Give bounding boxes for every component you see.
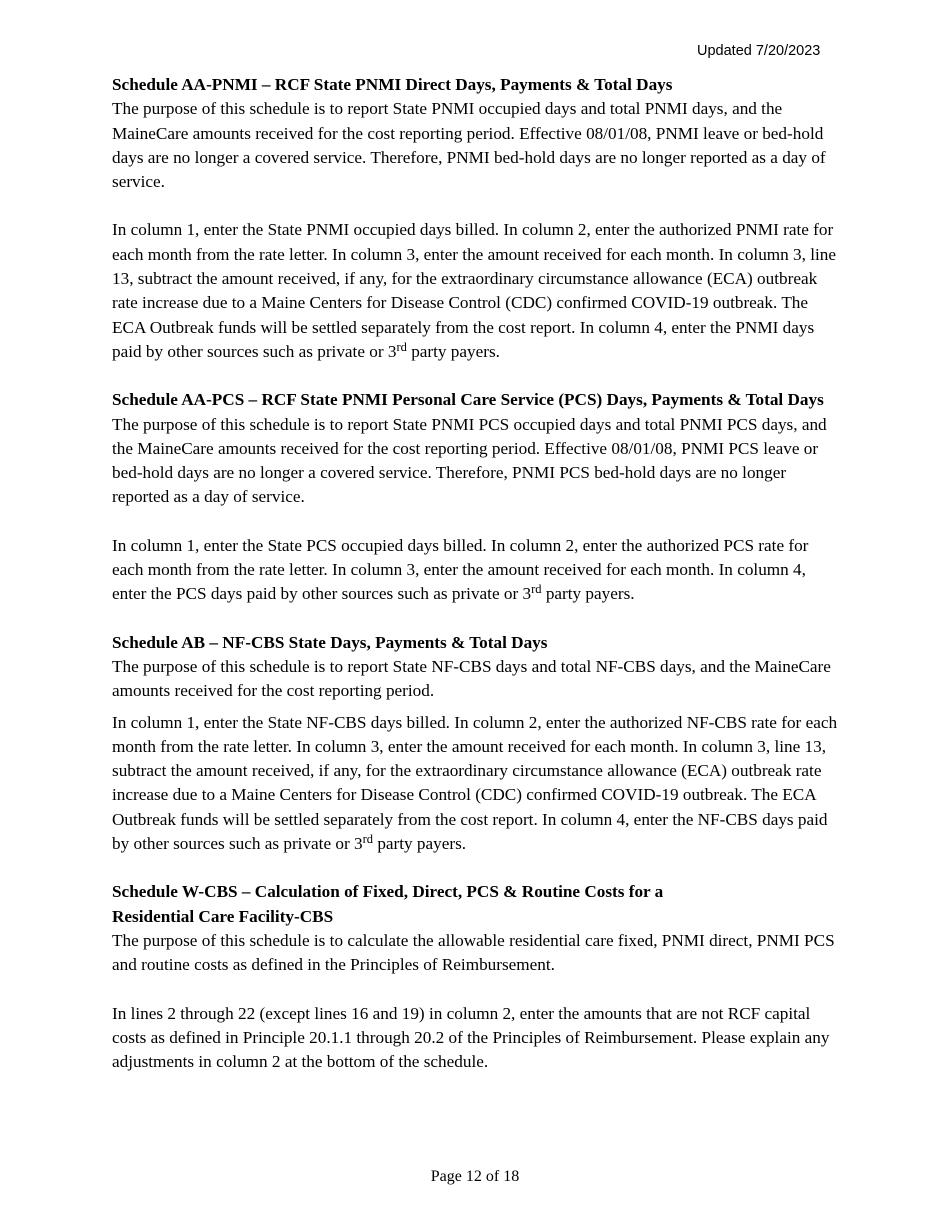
- instructions-text-end: party payers.: [373, 834, 467, 854]
- updated-date: Updated 7/20/2023: [697, 43, 821, 59]
- section-aa-pnmi-purpose: The purpose of this schedule is to report State PNMI occupied days and total PNMI days, and the MaineCare amounts received for the cost reporting period. Effective 08/01/08, PNMI leave or bed-hold days are no longer a covered service. Therefore, PNMI bed-hold days are no longer reported as a day of service.: [112, 99, 826, 192]
- page-number: Page 12 of 18: [430, 1168, 520, 1185]
- section-heading-w-cbs: [112, 880, 842, 929]
- instructions-text: In column 1, enter the State PNMI occupied days billed. In column 2, enter the authorized PNMI rate for each month from the rate letter. In column 3, enter the amount received for each month. In column 3, line 13, subtract the amount received, if any, for the extraordinary circumstance allowance (ECA) outbreak rate increase due to a Maine Centers for Disease Control (CDC) confirmed COVID-19 outbreak. The ECA Outbreak funds will be settled separately from the cost report. In column 4, enter the PNMI days paid by other sources such as private or 3: [112, 220, 837, 361]
- section-heading-aa-pcs: Schedule AA-PCS – RCF State PNMI Personal Care Service (PCS) Days, Payments & Total Days: [112, 390, 824, 410]
- section-aa-pcs-instructions: [112, 534, 842, 607]
- superscript: rd: [396, 339, 407, 354]
- section-heading-aa-pnmi: Schedule AA-PNMI – RCF State PNMI Direct Days, Payments & Total Days: [112, 75, 673, 94]
- heading-line-1: Schedule W-CBS – Calculation of Fixed, Direct, PCS & Routine Costs for a: [112, 882, 664, 902]
- instructions-text: In column 1, enter the State NF-CBS days billed. In column 2, enter the authorized NF-CBS rate for each month from the rate letter. In column 3, enter the amount received for each month. In column 3, line 13, subtract the amount received, if any, for the extraordinary circumstance allowance (ECA) outbreak rate increase due to a Maine Centers for Disease Control (CDC) confirmed COVID-19 outbreak. The ECA Outbreak funds will be settled separately from the cost report. In column 4, enter the NF-CBS days paid by other sources such as private or 3: [112, 712, 838, 854]
- superscript: rd: [531, 582, 542, 597]
- instructions-text-end: party payers.: [541, 584, 635, 604]
- instructions-text-end: party payers.: [406, 341, 500, 361]
- instructions-text: In column 1, enter the State PCS occupied days billed. In column 2, enter the authorized PCS rate for each month from the rate letter. In column 3, enter the amount received for each month. In column 4, enter the PCS days paid by other sources such as private or 3: [112, 535, 809, 604]
- superscript: rd: [362, 832, 374, 847]
- document-body: [112, 73, 842, 1074]
- section-aa-pnmi-instructions: [112, 218, 842, 364]
- section-w-cbs-instructions: In lines 2 through 22 (except lines 16 and 19) in column 2, enter the amounts that are not RCF capital costs as defined in Principle 20.1.1 through 20.2 of the Principles of Reimbursement. Please explain any adjustments in column 2 at the bottom of the schedule.: [112, 1003, 830, 1072]
- section-w-cbs-purpose: The purpose of this schedule is to calculate the allowable residential care fixed, PNMI direct, PNMI PCS and routine costs as defined in the Principles of Reimbursement.: [112, 930, 835, 975]
- section-ab-instructions: [112, 711, 842, 857]
- section-heading-ab: Schedule AB – NF-CBS State Days, Payments & Total Days: [112, 632, 548, 652]
- heading-line-2: Residential Care Facility-CBS: [112, 906, 334, 926]
- section-aa-pcs-purpose: The purpose of this schedule is to report State PNMI PCS occupied days and total PNMI PCS days, and the MaineCare amounts received for the cost reporting period. Effective 08/01/08, PNMI PCS leave or bed-hold days are no longer a covered service. Therefore, PNMI PCS bed-hold days are no longer reported as a day of service.: [112, 414, 827, 507]
- section-ab-purpose: The purpose of this schedule is to report State NF-CBS days and total NF-CBS days, and the MaineCare amounts received for the cost reporting period.: [112, 656, 831, 701]
